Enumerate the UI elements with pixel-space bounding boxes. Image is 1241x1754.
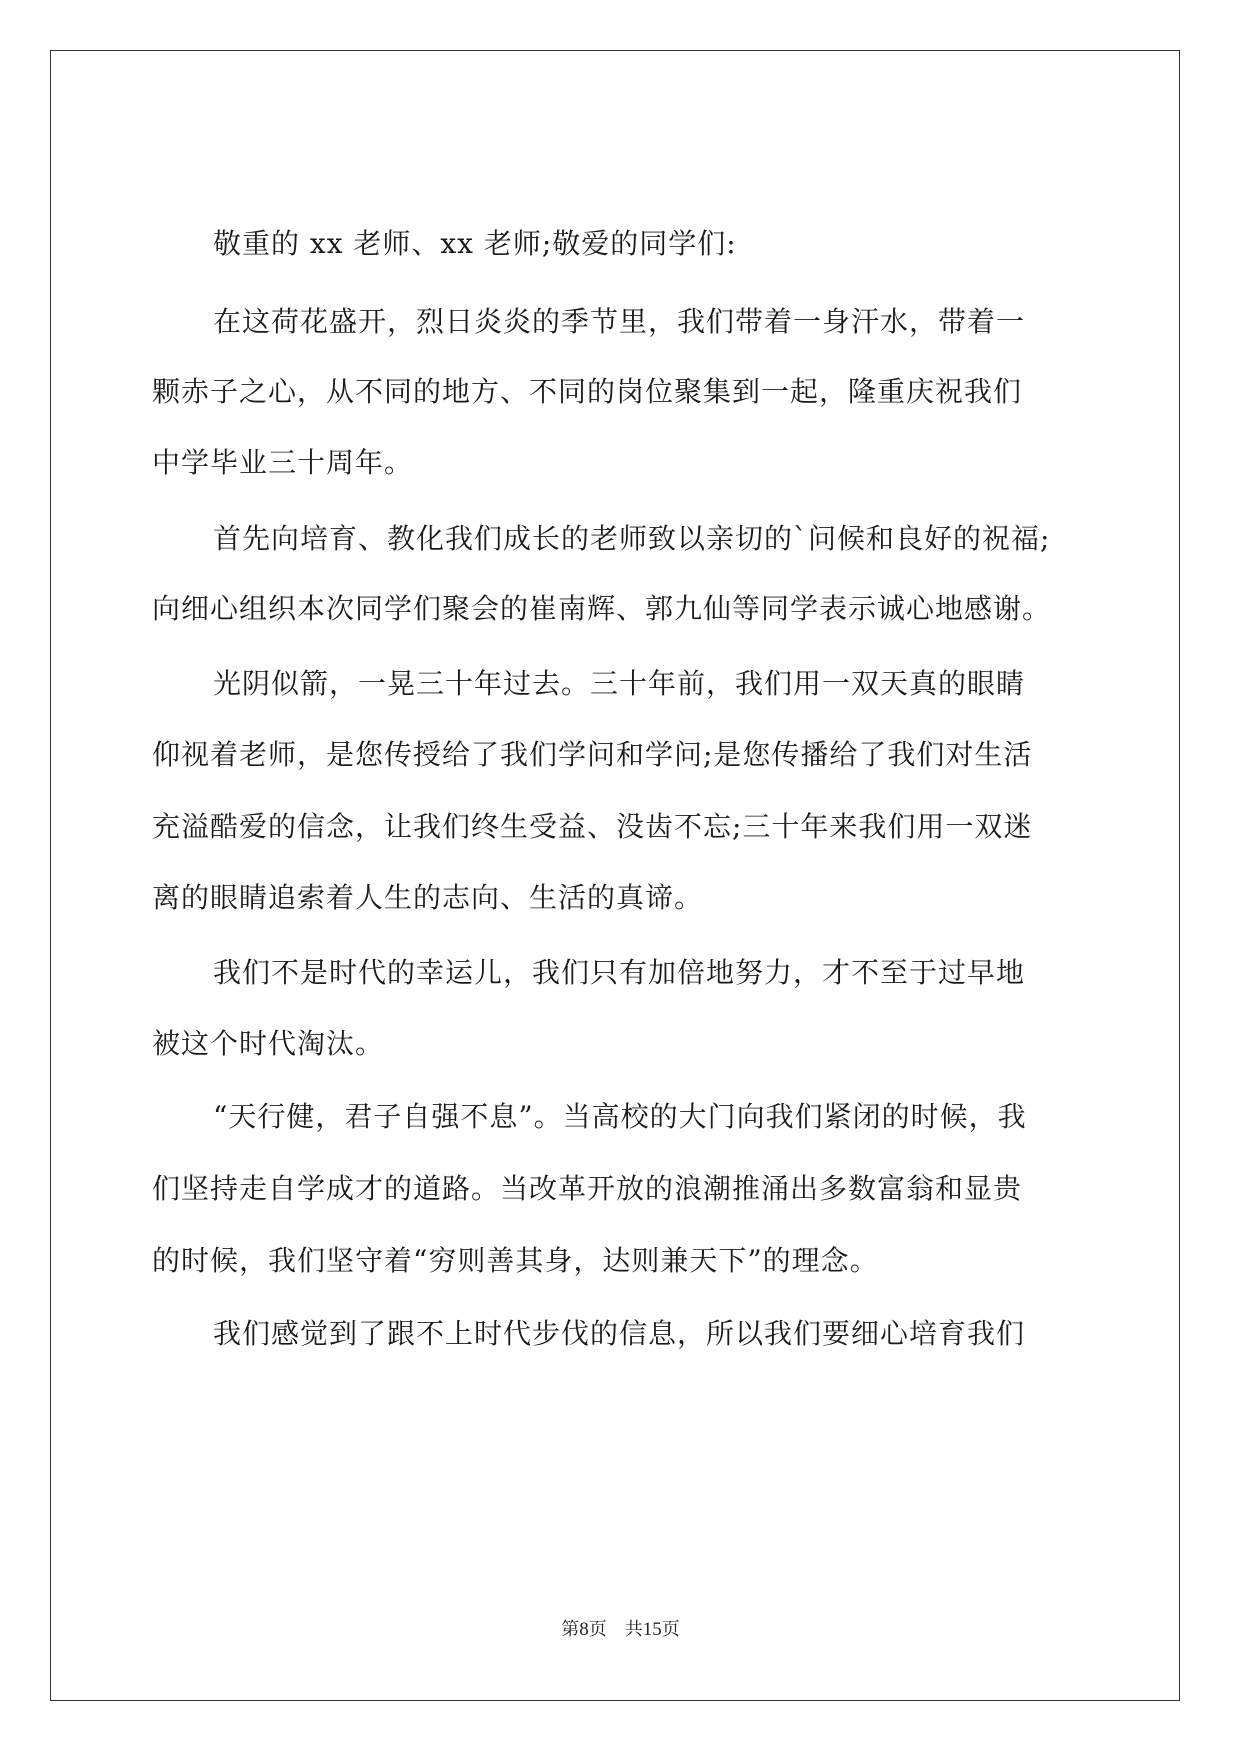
text-line: 充溢酷爱的信念，让我们终生受益、没齿不忘;三十年来我们用一双迷 — [152, 810, 1033, 843]
page-suffix: 页 — [588, 1619, 607, 1640]
text-line: 首先向培育、教化我们成长的老师致以亲切的`问候和良好的祝福; — [213, 522, 1051, 555]
salutation-line: 敬重的 xx 老师、xx 老师;敬爱的同学们: — [213, 227, 737, 260]
total-suffix: 页 — [661, 1619, 680, 1640]
text-line: 我们不是时代的幸运儿，我们只有加倍地努力，才不至于过早地 — [213, 956, 1026, 989]
text-line: 被这个时代淘汰。 — [152, 1027, 385, 1060]
text-line: 们坚持走自学成才的道路。当改革开放的浪潮推涌出多数富翁和显贵 — [152, 1172, 1023, 1205]
total-prefix: 共 — [624, 1619, 643, 1640]
text-line: 向细心组织本次同学们聚会的崔南辉、郭九仙等同学表示诚心地感谢。 — [152, 592, 1052, 625]
text-line: 的时候，我们坚守着“穷则善其身，达则兼天下”的理念。 — [152, 1244, 879, 1277]
page-border — [50, 50, 1180, 1701]
text-line: 光阴似箭，一晃三十年过去。三十年前，我们用一双天真的眼睛 — [213, 667, 1026, 700]
text-line: 离的眼睛追索着人生的志向、生活的真谛。 — [152, 881, 704, 914]
text-line: 仰视着老师，是您传授给了我们学问和学问;是您传播给了我们对生活 — [152, 738, 1033, 771]
page-total: 15 — [642, 1619, 662, 1640]
text-line: 颗赤子之心，从不同的地方、不同的岗位聚集到一起，隆重庆祝我们 — [152, 375, 1023, 408]
text-line: 在这荷花盛开，烈日炎炎的季节里，我们带着一身汗水，带着一 — [213, 305, 1026, 338]
page-footer — [0, 1619, 1241, 1641]
text-line: 中学毕业三十周年。 — [152, 446, 414, 479]
text-line: “天行健，君子自强不息”。当高校的大门向我们紧闭的时候，我 — [213, 1100, 1027, 1133]
text-line: 我们感觉到了跟不上时代步伐的信息，所以我们要细心培育我们 — [213, 1317, 1026, 1350]
page-prefix: 第 — [561, 1619, 580, 1640]
page-number: 8 — [579, 1619, 589, 1640]
